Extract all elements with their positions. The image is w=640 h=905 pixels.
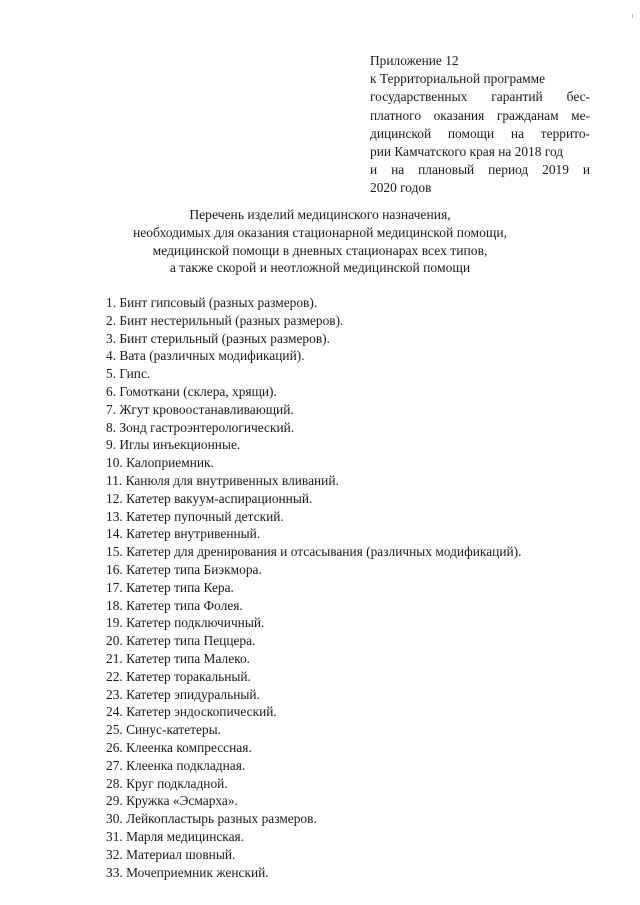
heading-line: Перечень изделий медицинского назначения, <box>189 207 451 222</box>
list-item: 8. Зонд гастроэнтерологический. <box>106 419 295 435</box>
list-item: 2. Бинт нестерильный (разных размеров). <box>106 312 344 328</box>
list-item: 22. Катетер торакальный. <box>106 668 251 684</box>
list-item: 5. Гипс. <box>106 366 151 382</box>
appendix-line: и на плановый период 2019 и <box>370 162 590 178</box>
list-item: 6. Гомоткани (склера, хрящи). <box>106 383 277 399</box>
list-item: 30. Лейкопластырь разных размеров. <box>106 811 317 827</box>
appendix-title: Приложение 12 <box>370 53 459 68</box>
document-heading <box>70 206 570 277</box>
list-item: 14. Катетер внутривенный. <box>106 526 261 542</box>
appendix-line: дицинской помощи на террито- <box>370 125 590 141</box>
appendix-block <box>370 52 590 198</box>
list-item: 16. Катетер типа Биэкмора. <box>106 561 262 577</box>
list-item: 23. Катетер эпидуральный. <box>106 686 260 702</box>
list-item: 33. Мочеприемник женский. <box>106 864 269 880</box>
scan-mark <box>632 14 637 18</box>
appendix-line: государственных гарантий бес- <box>370 89 590 105</box>
list-item: 27. Клеенка подкладная. <box>106 757 246 773</box>
list-item: 13. Катетер пупочный детский. <box>106 508 284 524</box>
appendix-line: к Территориальной программе <box>370 71 546 87</box>
list-item: 9. Иглы инъекционные. <box>106 437 241 453</box>
list-item: 19. Катетер подключичный. <box>106 615 265 631</box>
list-item: 15. Катетер для дренирования и отсасывания (различных модификаций). <box>106 544 522 560</box>
list-item: 25. Синус-катетеры. <box>106 722 221 738</box>
list-item: 7. Жгут кровоостанавливающий. <box>106 401 294 417</box>
appendix-line: рии Камчатского края на 2018 год <box>370 144 564 160</box>
list-item: 20. Катетер типа Пеццера. <box>106 633 256 649</box>
list-item: 3. Бинт стерильный (разных размеров). <box>106 330 330 346</box>
list-item: 1. Бинт гипсовый (разных размеров). <box>106 295 318 310</box>
list-item: 28. Круг подкладной. <box>106 775 228 791</box>
heading-line: медицинской помощи в дневных стационарах всех типов, <box>152 242 488 258</box>
list-item: 26. Клеенка компрессная. <box>106 739 252 755</box>
list-item: 11. Канюля для внутривенных вливаний. <box>106 472 339 488</box>
list-item: 18. Катетер типа Фолея. <box>106 597 243 613</box>
list-item: 29. Кружка «Эсмарха». <box>106 793 238 809</box>
appendix-line: платного оказания гражданам ме- <box>370 107 590 123</box>
appendix-line: 2020 годов <box>370 180 432 196</box>
list-item: 12. Катетер вакуум-аспирационный. <box>106 490 313 506</box>
list-item: 4. Вата (различных модификаций). <box>106 348 305 364</box>
items-list <box>106 294 606 881</box>
heading-line: необходимых для оказания стационарной медицинской помощи, <box>132 224 508 240</box>
list-item: 17. Катетер типа Кера. <box>106 579 234 595</box>
list-item: 21. Катетер типа Малеко. <box>106 650 251 666</box>
list-item: 10. Калоприемник. <box>106 455 214 471</box>
list-item: 32. Материал шовный. <box>106 846 236 862</box>
heading-line: а также скорой и неотложной медицинской помощи <box>169 260 471 276</box>
list-item: 24. Катетер эндоскопический. <box>106 704 277 720</box>
list-item: 31. Марля медицинская. <box>106 828 245 844</box>
